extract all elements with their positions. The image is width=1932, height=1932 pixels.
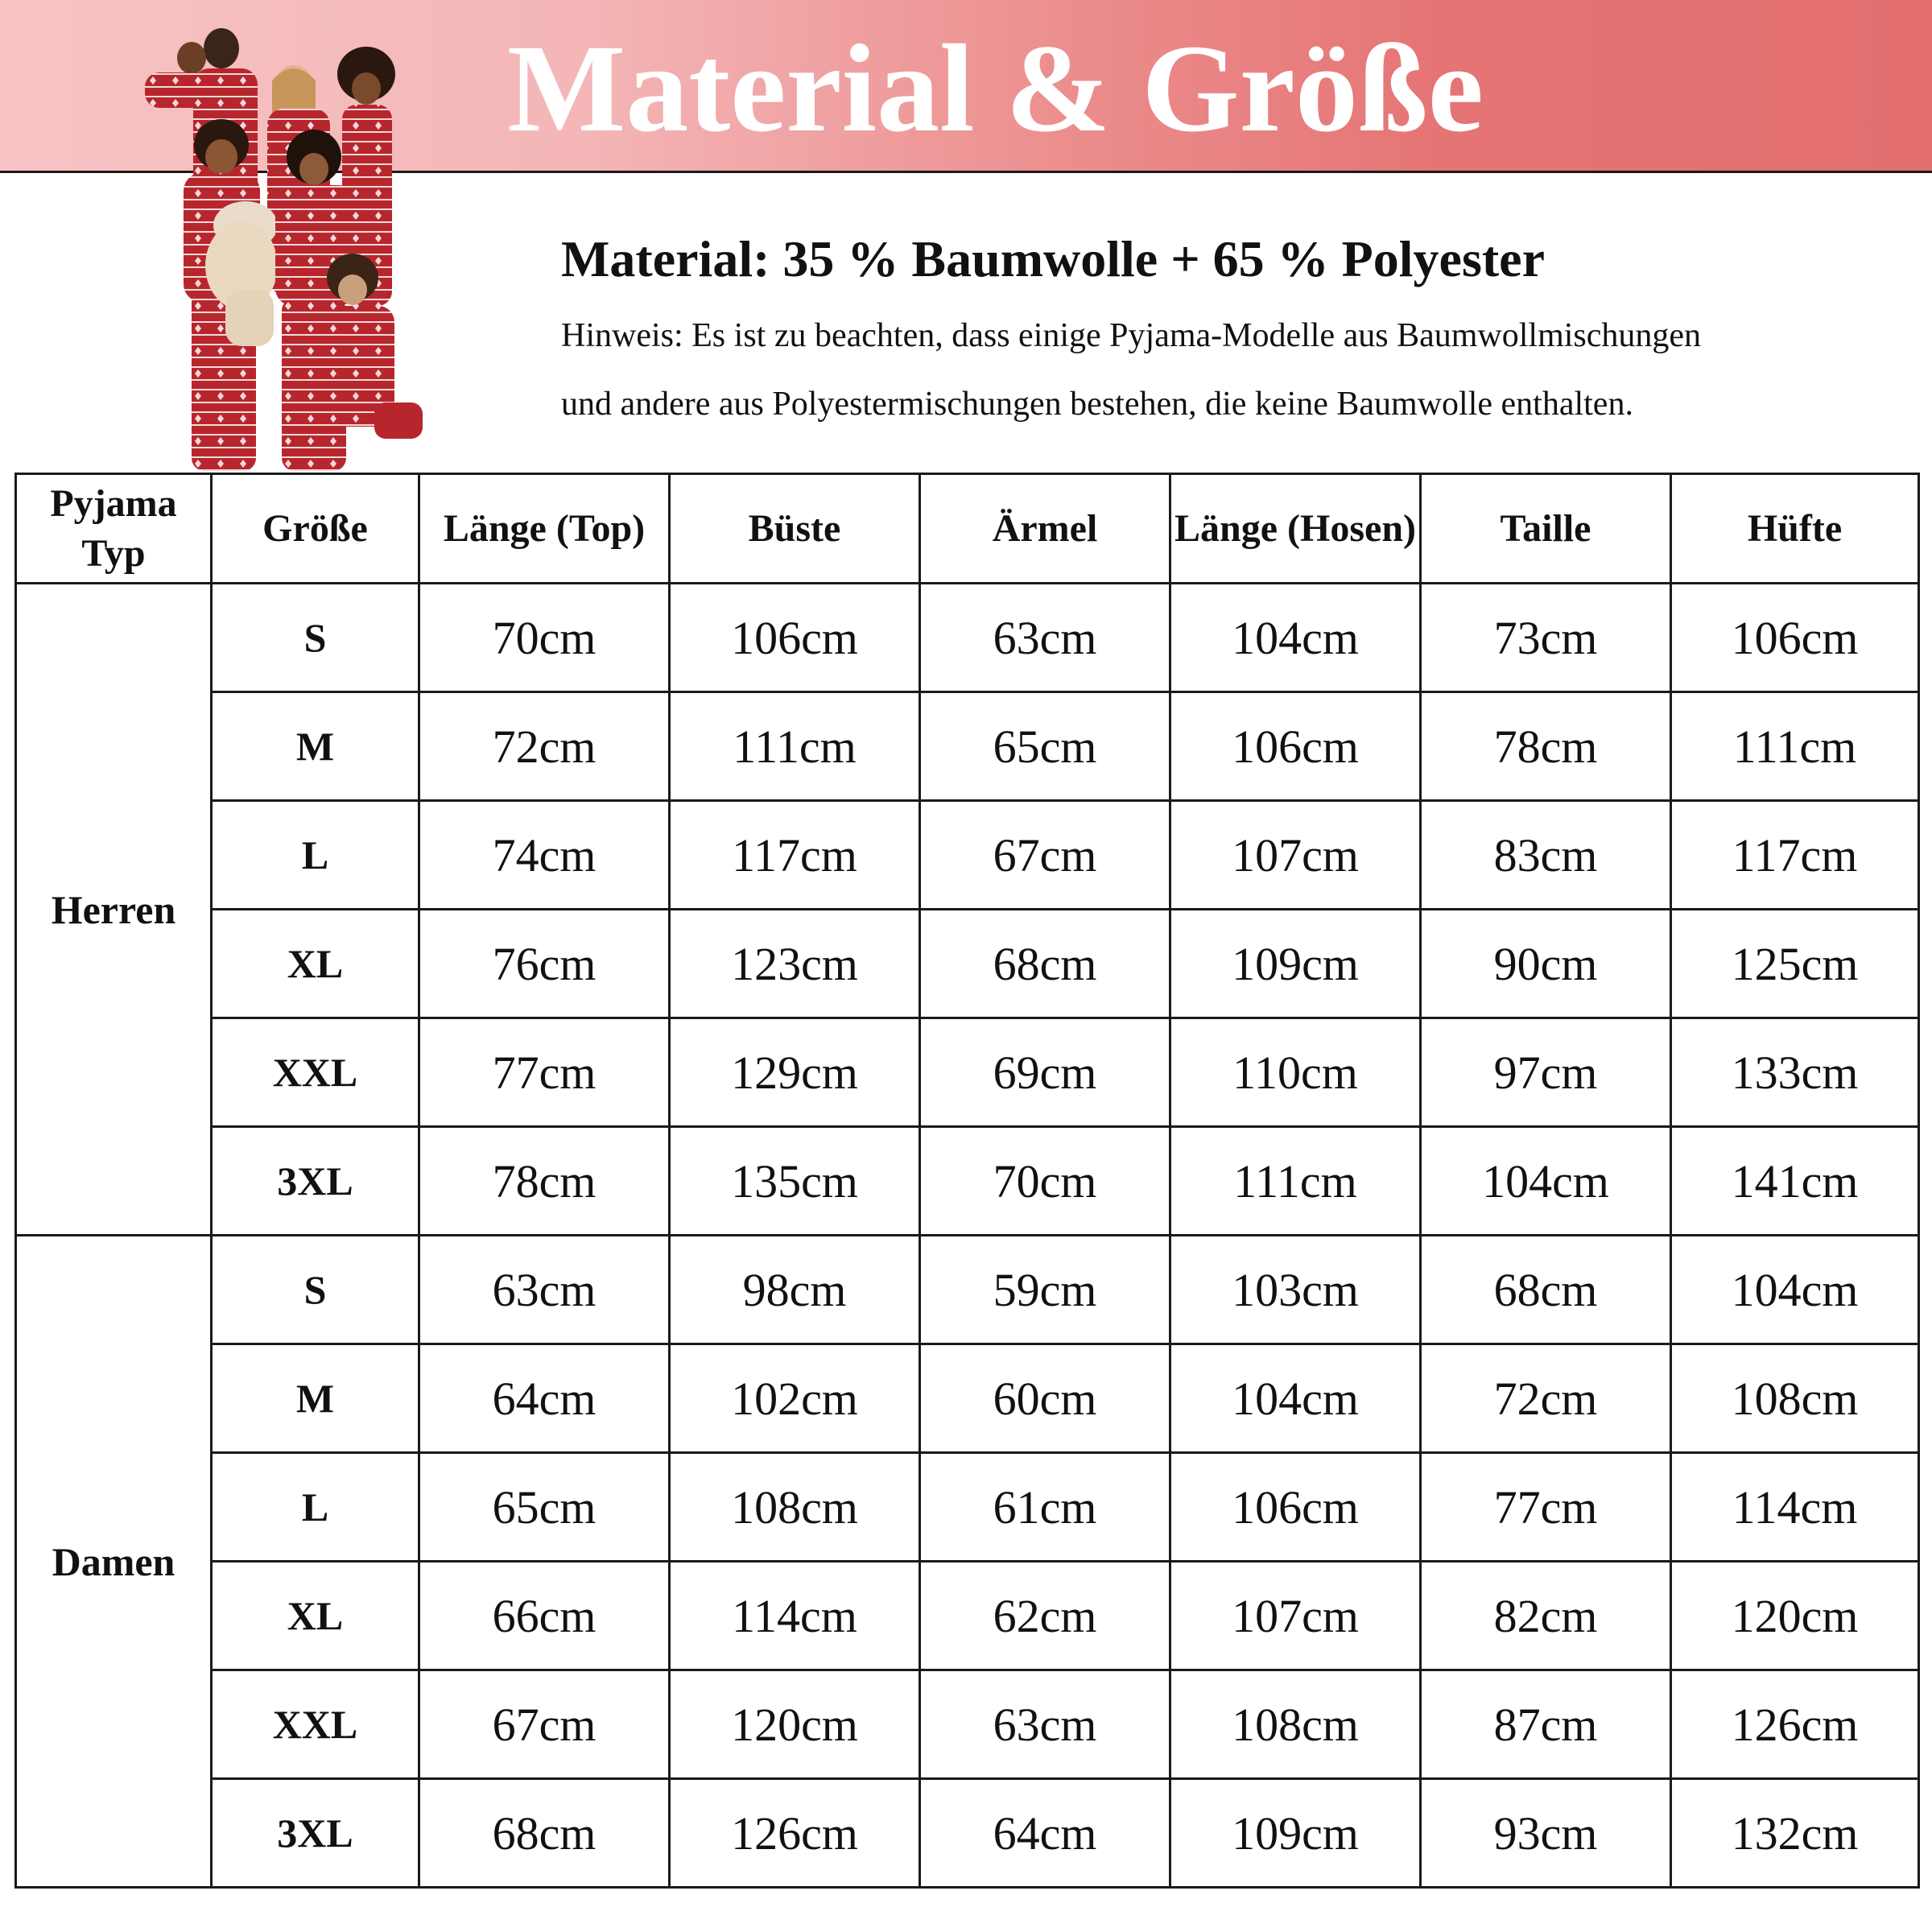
top-length-cell: 72cm <box>419 692 670 801</box>
sleeve-cell: 63cm <box>920 1670 1170 1779</box>
table-row <box>16 1562 1919 1670</box>
pants-length-cell: 110cm <box>1170 1018 1421 1127</box>
hip-cell: 141cm <box>1671 1127 1919 1236</box>
hip-cell: 126cm <box>1671 1670 1919 1779</box>
table-row <box>16 1344 1919 1453</box>
waist-cell: 97cm <box>1421 1018 1671 1127</box>
top-length-cell: 67cm <box>419 1670 670 1779</box>
sleeve-cell: 61cm <box>920 1453 1170 1562</box>
size-cell: XXL <box>212 1018 419 1127</box>
sleeve-cell: 60cm <box>920 1344 1170 1453</box>
bust-cell: 135cm <box>670 1127 920 1236</box>
top-length-cell: 66cm <box>419 1562 670 1670</box>
header-top-length: Länge (Top) <box>419 474 670 584</box>
material-composition: Material: 35 % Baumwolle + 65 % Polyester <box>561 230 1545 287</box>
top-length-cell: 77cm <box>419 1018 670 1127</box>
waist-cell: 82cm <box>1421 1562 1671 1670</box>
bust-cell: 98cm <box>670 1236 920 1344</box>
pants-length-cell: 109cm <box>1170 1779 1421 1888</box>
bust-cell: 123cm <box>670 910 920 1018</box>
header-sleeve: Ärmel <box>920 474 1170 584</box>
waist-cell: 68cm <box>1421 1236 1671 1344</box>
pants-length-cell: 103cm <box>1170 1236 1421 1344</box>
sleeve-cell: 64cm <box>920 1779 1170 1888</box>
bust-cell: 129cm <box>670 1018 920 1127</box>
bust-cell: 120cm <box>670 1670 920 1779</box>
top-length-cell: 78cm <box>419 1127 670 1236</box>
top-length-cell: 63cm <box>419 1236 670 1344</box>
pants-length-cell: 109cm <box>1170 910 1421 1018</box>
table-row <box>16 1453 1919 1562</box>
waist-cell: 83cm <box>1421 801 1671 910</box>
size-cell: XXL <box>212 1670 419 1779</box>
table-row <box>16 692 1919 801</box>
bust-cell: 117cm <box>670 801 920 910</box>
top-length-cell: 65cm <box>419 1453 670 1562</box>
table-body <box>16 584 1919 1888</box>
size-cell: L <box>212 1453 419 1562</box>
waist-cell: 72cm <box>1421 1344 1671 1453</box>
bust-cell: 106cm <box>670 584 920 692</box>
sleeve-cell: 70cm <box>920 1127 1170 1236</box>
header-bust: Büste <box>670 474 920 584</box>
pants-length-cell: 106cm <box>1170 692 1421 801</box>
top-length-cell: 68cm <box>419 1779 670 1888</box>
table-header-row <box>16 474 1919 584</box>
top-length-cell: 70cm <box>419 584 670 692</box>
bust-cell: 102cm <box>670 1344 920 1453</box>
hip-cell: 108cm <box>1671 1344 1919 1453</box>
bust-cell: 114cm <box>670 1562 920 1670</box>
waist-cell: 93cm <box>1421 1779 1671 1888</box>
table-row <box>16 1670 1919 1779</box>
top-length-cell: 76cm <box>419 910 670 1018</box>
pants-length-cell: 107cm <box>1170 801 1421 910</box>
size-cell: L <box>212 801 419 910</box>
header-size: Größe <box>212 474 419 584</box>
waist-cell: 87cm <box>1421 1670 1671 1779</box>
header-hip: Hüfte <box>1671 474 1919 584</box>
size-cell: 3XL <box>212 1779 419 1888</box>
top-length-cell: 64cm <box>419 1344 670 1453</box>
bust-cell: 111cm <box>670 692 920 801</box>
table-row <box>16 1779 1919 1888</box>
waist-cell: 77cm <box>1421 1453 1671 1562</box>
size-cell: 3XL <box>212 1127 419 1236</box>
sleeve-cell: 59cm <box>920 1236 1170 1344</box>
pants-length-cell: 104cm <box>1170 1344 1421 1453</box>
waist-cell: 104cm <box>1421 1127 1671 1236</box>
header-waist: Taille <box>1421 474 1671 584</box>
size-cell: S <box>212 1236 419 1344</box>
table-row <box>16 1236 1919 1344</box>
material-note-line-2: und andere aus Polyestermischungen bestehen, die keine Baumwolle enthalten. <box>561 386 1633 423</box>
pants-length-cell: 108cm <box>1170 1670 1421 1779</box>
waist-cell: 73cm <box>1421 584 1671 692</box>
header-pants-length: Länge (Hosen) <box>1170 474 1421 584</box>
sleeve-cell: 63cm <box>920 584 1170 692</box>
size-cell: S <box>212 584 419 692</box>
hip-cell: 104cm <box>1671 1236 1919 1344</box>
hip-cell: 133cm <box>1671 1018 1919 1127</box>
table-row <box>16 910 1919 1018</box>
top-length-cell: 74cm <box>419 801 670 910</box>
pants-length-cell: 111cm <box>1170 1127 1421 1236</box>
hip-cell: 111cm <box>1671 692 1919 801</box>
hip-cell: 114cm <box>1671 1453 1919 1562</box>
material-note-line-1: Hinweis: Es ist zu beachten, dass einige Pyjama-Modelle aus Baumwollmischungen <box>561 317 1702 354</box>
sleeve-cell: 65cm <box>920 692 1170 801</box>
table-row <box>16 801 1919 910</box>
sleeve-cell: 69cm <box>920 1018 1170 1127</box>
bust-cell: 126cm <box>670 1779 920 1888</box>
pants-length-cell: 104cm <box>1170 584 1421 692</box>
table-row <box>16 584 1919 692</box>
sleeve-cell: 62cm <box>920 1562 1170 1670</box>
pants-length-cell: 107cm <box>1170 1562 1421 1670</box>
size-cell: XL <box>212 910 419 1018</box>
sleeve-cell: 68cm <box>920 910 1170 1018</box>
pajama-type-cell: Damen <box>16 1236 212 1888</box>
header-pajama-type: Pyjama Typ <box>16 474 212 584</box>
size-cell: M <box>212 1344 419 1453</box>
hip-cell: 117cm <box>1671 801 1919 910</box>
size-cell: M <box>212 692 419 801</box>
size-chart-table <box>14 473 1920 1889</box>
hip-cell: 125cm <box>1671 910 1919 1018</box>
waist-cell: 78cm <box>1421 692 1671 801</box>
size-cell: XL <box>212 1562 419 1670</box>
table-row <box>16 1018 1919 1127</box>
pajama-type-cell: Herren <box>16 584 212 1236</box>
waist-cell: 90cm <box>1421 910 1671 1018</box>
hip-cell: 132cm <box>1671 1779 1919 1888</box>
page-title: Material & Größe <box>507 19 1484 158</box>
hip-cell: 106cm <box>1671 584 1919 692</box>
pants-length-cell: 106cm <box>1170 1453 1421 1562</box>
sleeve-cell: 67cm <box>920 801 1170 910</box>
hip-cell: 120cm <box>1671 1562 1919 1670</box>
family-photo <box>97 24 435 475</box>
table-row <box>16 1127 1919 1236</box>
bust-cell: 108cm <box>670 1453 920 1562</box>
